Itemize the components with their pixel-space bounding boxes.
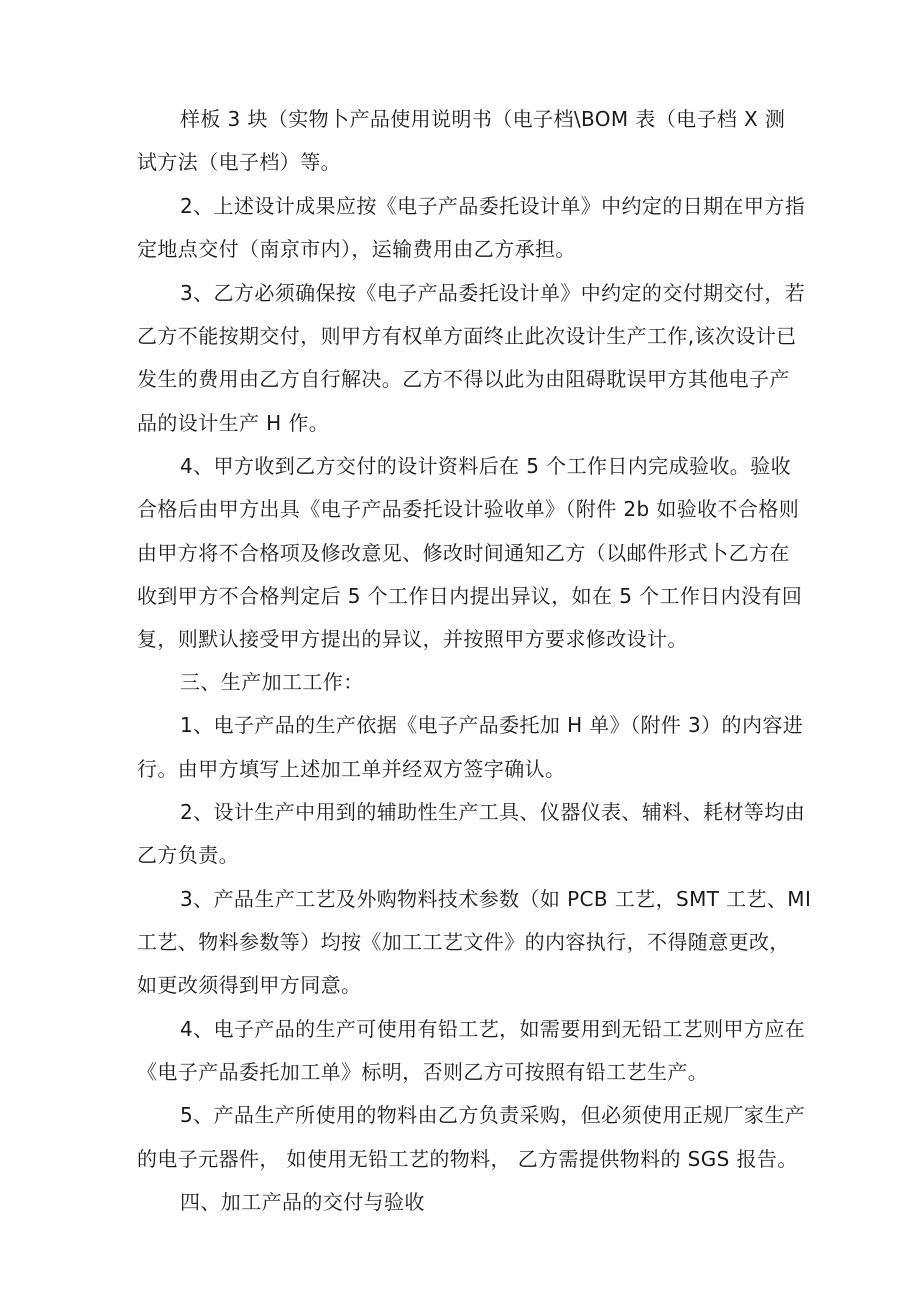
- section-heading: 四、加工产品的交付与验收: [180, 1190, 425, 1214]
- text-line: 4、电子产品的生产可使用有铅工艺，如需要用到无铅工艺则甲方应在: [180, 1017, 806, 1041]
- text-line: 由甲方将不合格项及修改意见、修改时间通知乙方（以邮件形式卜乙方在: [137, 541, 790, 565]
- text-line: 《电子产品委托加工单》标明，否则乙方可按照有铅工艺生产。: [137, 1060, 709, 1084]
- text-line: 复，则默认接受甲方提出的异议，并按照甲方要求修改设计。: [137, 627, 688, 651]
- text-line: 乙方负责。: [137, 843, 239, 867]
- text-line: 3、产品生产工艺及外购物料技术参数（如 PCB 工艺，SMT 工艺、MI: [180, 887, 812, 911]
- text-line: 合格后由甲方出具《电子产品委托设计验收单》（附件 2b 如验收不合格则: [137, 497, 800, 521]
- text-line: 3、乙方必须确保按《电子产品委托设计单》中约定的交付期交付，若: [180, 281, 806, 305]
- text-line: 样板 3 块（实物卜产品使用说明书（电子档\BOM 表（电子档 X 测: [180, 107, 786, 131]
- text-line: 行。由甲方填写上述加工单并经双方签字确认。: [137, 757, 566, 781]
- section-heading: 三、生产加工工作：: [180, 670, 364, 694]
- text-line: 定地点交付（南京市内），运输费用由乙方承担。: [137, 237, 576, 261]
- text-line: 4、甲方收到乙方交付的设计资料后在 5 个工作日内完成验收。验收: [180, 454, 791, 478]
- text-line: 发生的费用由乙方自行解决。乙方不得以此为由阻碍耽误甲方其他电子产: [137, 367, 790, 391]
- text-line: 试方法（电子档）等。: [137, 150, 341, 174]
- text-line: 2、上述设计成果应按《电子产品委托设计单》中约定的日期在甲方指: [180, 194, 806, 218]
- text-line: 的电子元器件， 如使用无铅工艺的物料， 乙方需提供物料的 SGS 报告。: [137, 1147, 798, 1171]
- text-line: 1、电子产品的生产依据《电子产品委托加 H 单》（附件 3）的内容进: [180, 713, 804, 737]
- text-line: 乙方不能按期交付，则甲方有权单方面终止此次设计生产工作,该次设计已: [137, 324, 797, 348]
- text-line: 如更改须得到甲方同意。: [137, 973, 362, 997]
- text-line: 2、设计生产中用到的辅助性生产工具、仪器仪表、辅料、耗材等均由: [180, 800, 806, 824]
- text-line: 5、产品生产所使用的物料由乙方负责采购，但必须使用正规厂家生产: [180, 1103, 806, 1127]
- text-line: 品的设计生产 H 作。: [137, 411, 330, 435]
- text-line: 工艺、物料参数等）均按《加工工艺文件》的内容执行，不得随意更改，: [137, 930, 790, 954]
- text-line: 收到甲方不合格判定后 5 个工作日内提出异议，如在 5 个工作日内没有回: [137, 584, 803, 608]
